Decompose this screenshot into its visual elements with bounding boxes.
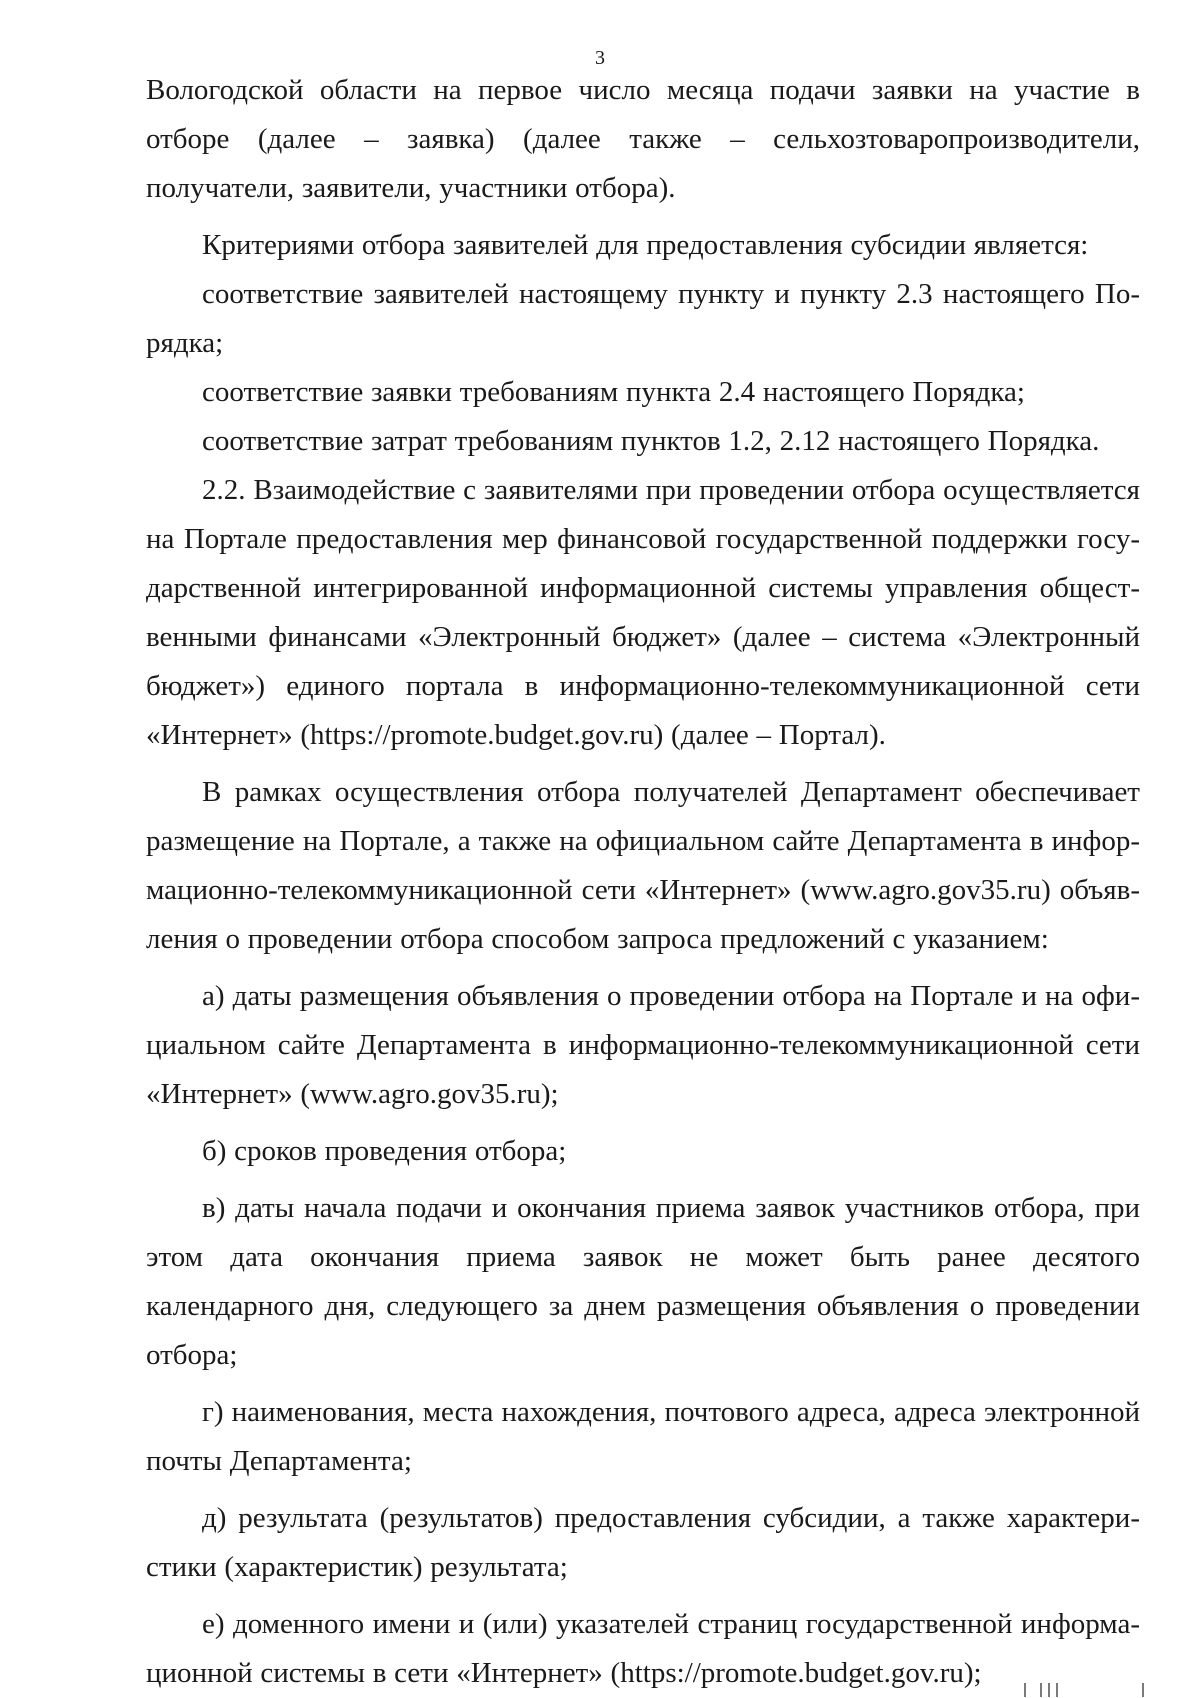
scan-mark	[1040, 1683, 1042, 1697]
list-item-a: а) даты размещения объявления о проведении отбора на Портале и на официальном сайте Департамента в информационно-телекоммуникационной сети «Интернет» (www.agro.gov35.ru);	[146, 980, 1140, 1110]
list-item-g: г) наименования, места нахождения, почтового адреса, адреса электронной почты Департамента;	[146, 1396, 1140, 1477]
scan-mark	[1024, 1683, 1026, 1697]
scan-mark	[1048, 1683, 1050, 1697]
scan-mark	[1142, 1683, 1144, 1697]
paragraph-continuation: Вологодской области на первое число месяца подачи заявки на участие в отборе (далее – заявка) (далее также – сельхозтоваропроизводители, получатели, заявители, участники отбора).	[146, 74, 1140, 204]
paragraph-section-2-2: 2.2. Взаимодействие с заявителями при проведении отбора осуществляется на Портале предоставления мер финансовой государственной поддержки государственной интегрированной информационной системы управления общественными финансами «Электронный бюджет» (далее – система «Электронный бюджет») единого портала в информационно-телекоммуникационной сети «Интернет» (https://promote.budget.gov.ru) (далее – Портал).	[146, 474, 1140, 751]
page-number: 3	[595, 47, 605, 69]
list-item-v: в) даты начала подачи и окончания приема заявок участников отбора, при этом дата окончания приема заявок не может быть ранее десятого календарного дня, следующего за днем размещения объявления о проведении отбора;	[146, 1192, 1140, 1371]
list-item-b: б) сроков проведения отбора;	[202, 1135, 567, 1167]
paragraph-criteria-2: соответствие заявки требованиям пункта 2.4 настоящего Порядка;	[202, 376, 1025, 408]
paragraph-announcement: В рамках осуществления отбора получателей Департамент обеспечивает размещение на Портале, а также на официальном сайте Департамента в информационно-телекоммуникационной сети «Интернет» (www.agro.gov35.ru) объявления о проведении отбора способом запроса предложений с указанием:	[146, 776, 1140, 955]
paragraph-criteria-3: соответствие затрат требованиям пунктов 1.2, 2.12 настоящего Порядка.	[202, 425, 1100, 457]
list-item-d: д) результата (результатов) предоставления субсидии, а также характеристики (характеристик) результата;	[146, 1502, 1140, 1583]
scan-artifact-marks	[1014, 1683, 1164, 1697]
paragraph-criteria-intro: Критериями отбора заявителей для предоставления субсидии является:	[202, 229, 1089, 261]
paragraph-criteria-1: соответствие заявителей настоящему пункту и пункту 2.3 настоящего Порядка;	[146, 278, 1140, 359]
document-body	[146, 66, 1140, 1698]
scan-mark	[1056, 1683, 1058, 1697]
list-item-e: е) доменного имени и (или) указателей страниц государственной информационной системы в сети «Интернет» (https://promote.budget.gov.ru);	[146, 1608, 1140, 1689]
